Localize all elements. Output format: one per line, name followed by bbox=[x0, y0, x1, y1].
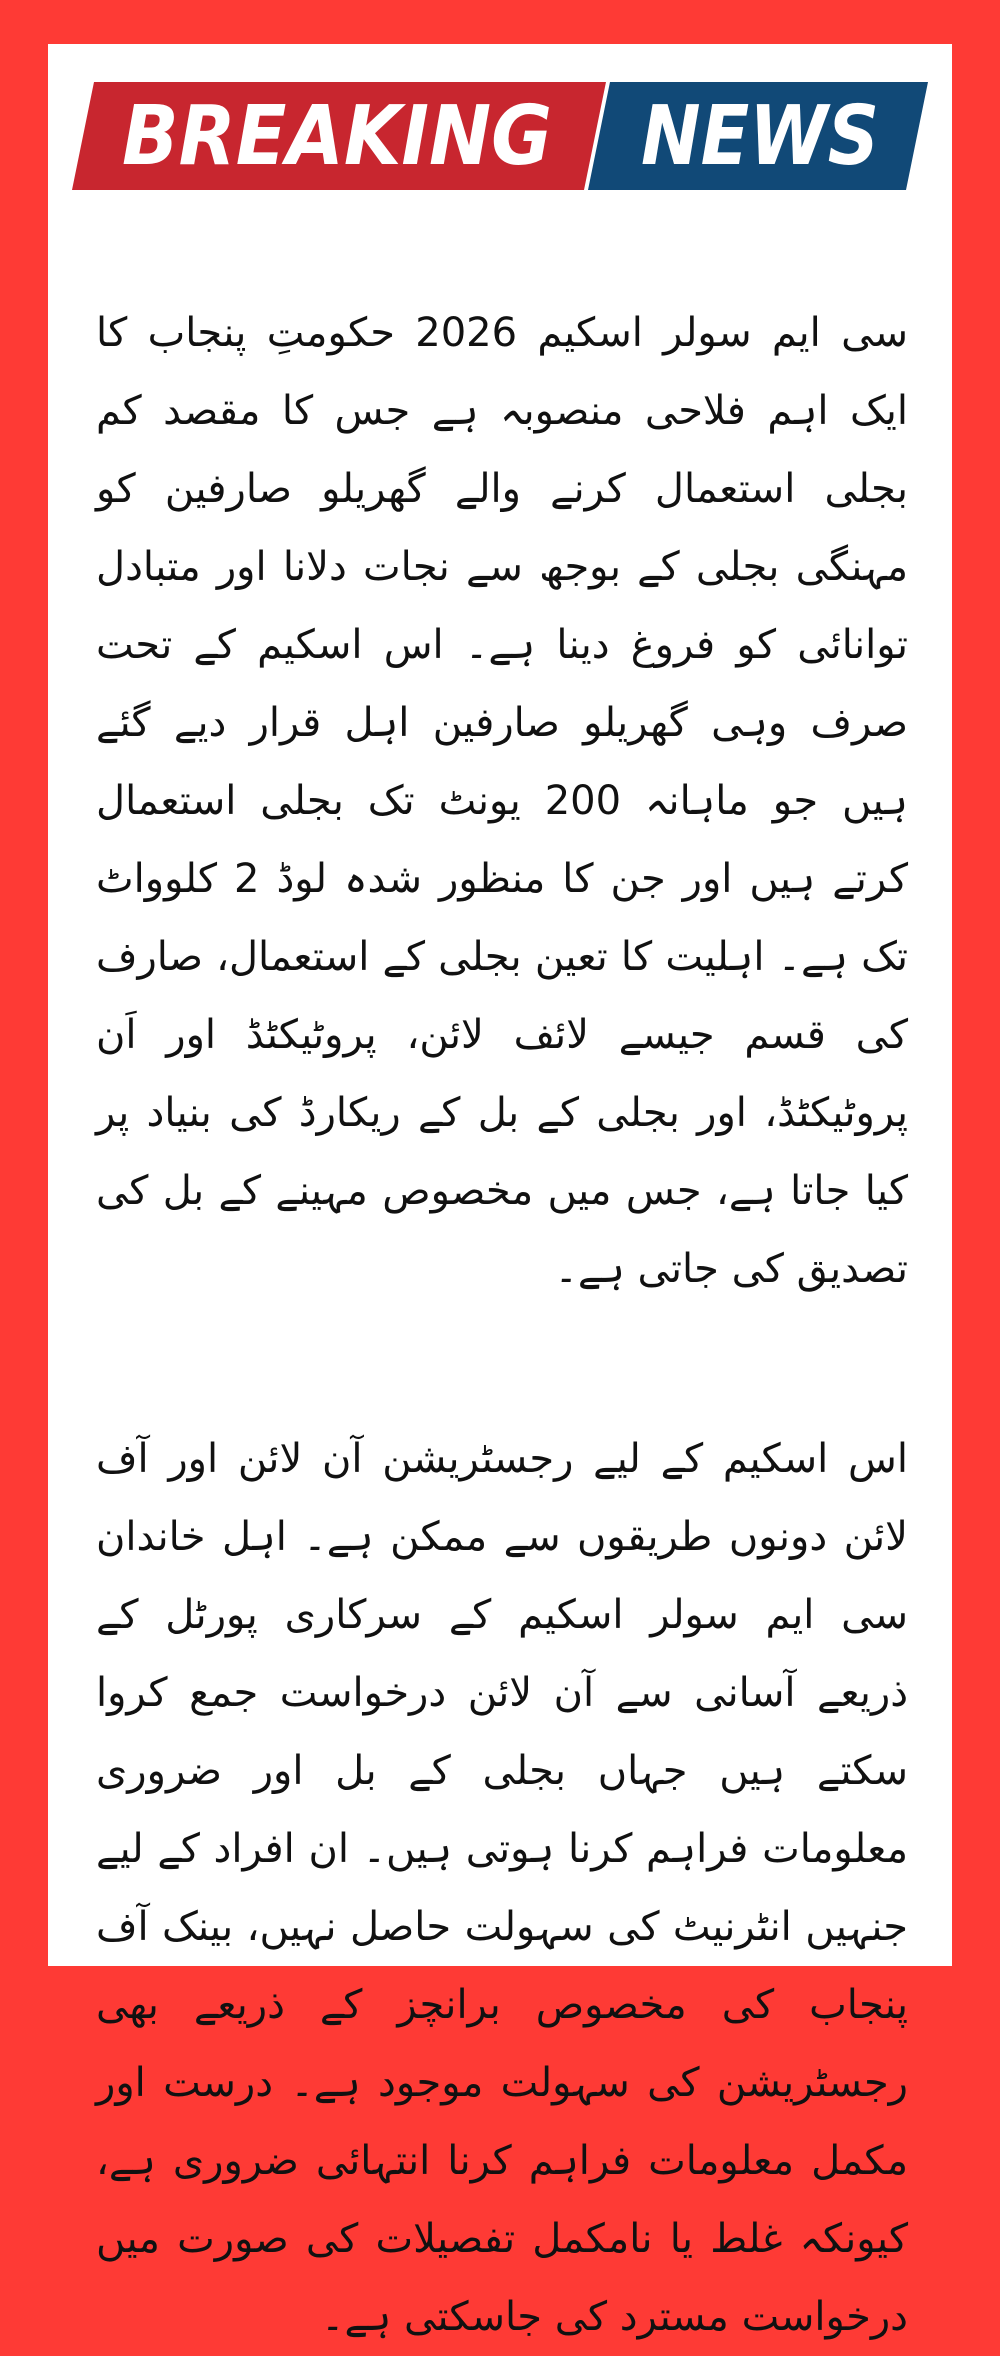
article-card bbox=[48, 44, 952, 2340]
article-body bbox=[96, 294, 908, 2356]
article-paragraph-1: سی ایم سولر اسکیم 2026 حکومتِ پنجاب کا ایک اہم فلاحی منصوبہ ہے جس کا مقصد کم بجلی استعمال کرنے والے گھریلو صارفین کو مہنگی بجلی کے بوجھ سے نجات دلانا اور متبادل توانائی کو فروغ دینا ہے۔ اس اسکیم کے تحت صرف وہی گھریلو صارفین اہل قرار دیے گئے ہیں جو ماہانہ 200 یونٹ تک بجلی استعمال کرتے ہیں اور جن کا منظور شدہ لوڈ 2 کلوواٹ تک ہے۔ اہلیت کا تعین بجلی کے استعمال، صارف کی قسم جیسے لائف لائن، پروٹیکٹڈ اور اَن پروٹیکٹڈ، اور بجلی کے بل کے ریکارڈ کی بنیاد پر کیا جاتا ہے، جس میں مخصوص مہینے کے بل کی تصدیق کی جاتی ہے۔ bbox=[96, 310, 908, 1292]
breaking-news-graphic bbox=[72, 82, 928, 190]
banner-news-word: NEWS bbox=[641, 89, 879, 184]
article-paragraph-2: اس اسکیم کے لیے رجسٹریشن آن لائن اور آف لائن دونوں طریقوں سے ممکن ہے۔ اہل خاندان سی ایم سولر اسکیم کے سرکاری پورٹل کے ذریعے آسانی سے آن لائن درخواست جمع کروا سکتے ہیں جہاں بجلی کے بل اور ضروری معلومات فراہم کرنا ہوتی ہیں۔ ان افراد کے لیے جنہیں انٹرنیٹ کی سہولت حاصل نہیں، بینک آف پنجاب کی مخصوص برانچز کے ذریعے بھی رجسٹریشن کی سہولت موجود ہے۔ درست اور مکمل معلومات فراہم کرنا انتہائی ضروری ہے، کیونکہ غلط یا نامکمل تفصیلات کی صورت میں درخواست مسترد کی جاسکتی ہے۔ bbox=[96, 1436, 908, 2340]
breaking-news-banner bbox=[72, 82, 928, 190]
banner-breaking-word: BREAKING bbox=[122, 89, 552, 184]
